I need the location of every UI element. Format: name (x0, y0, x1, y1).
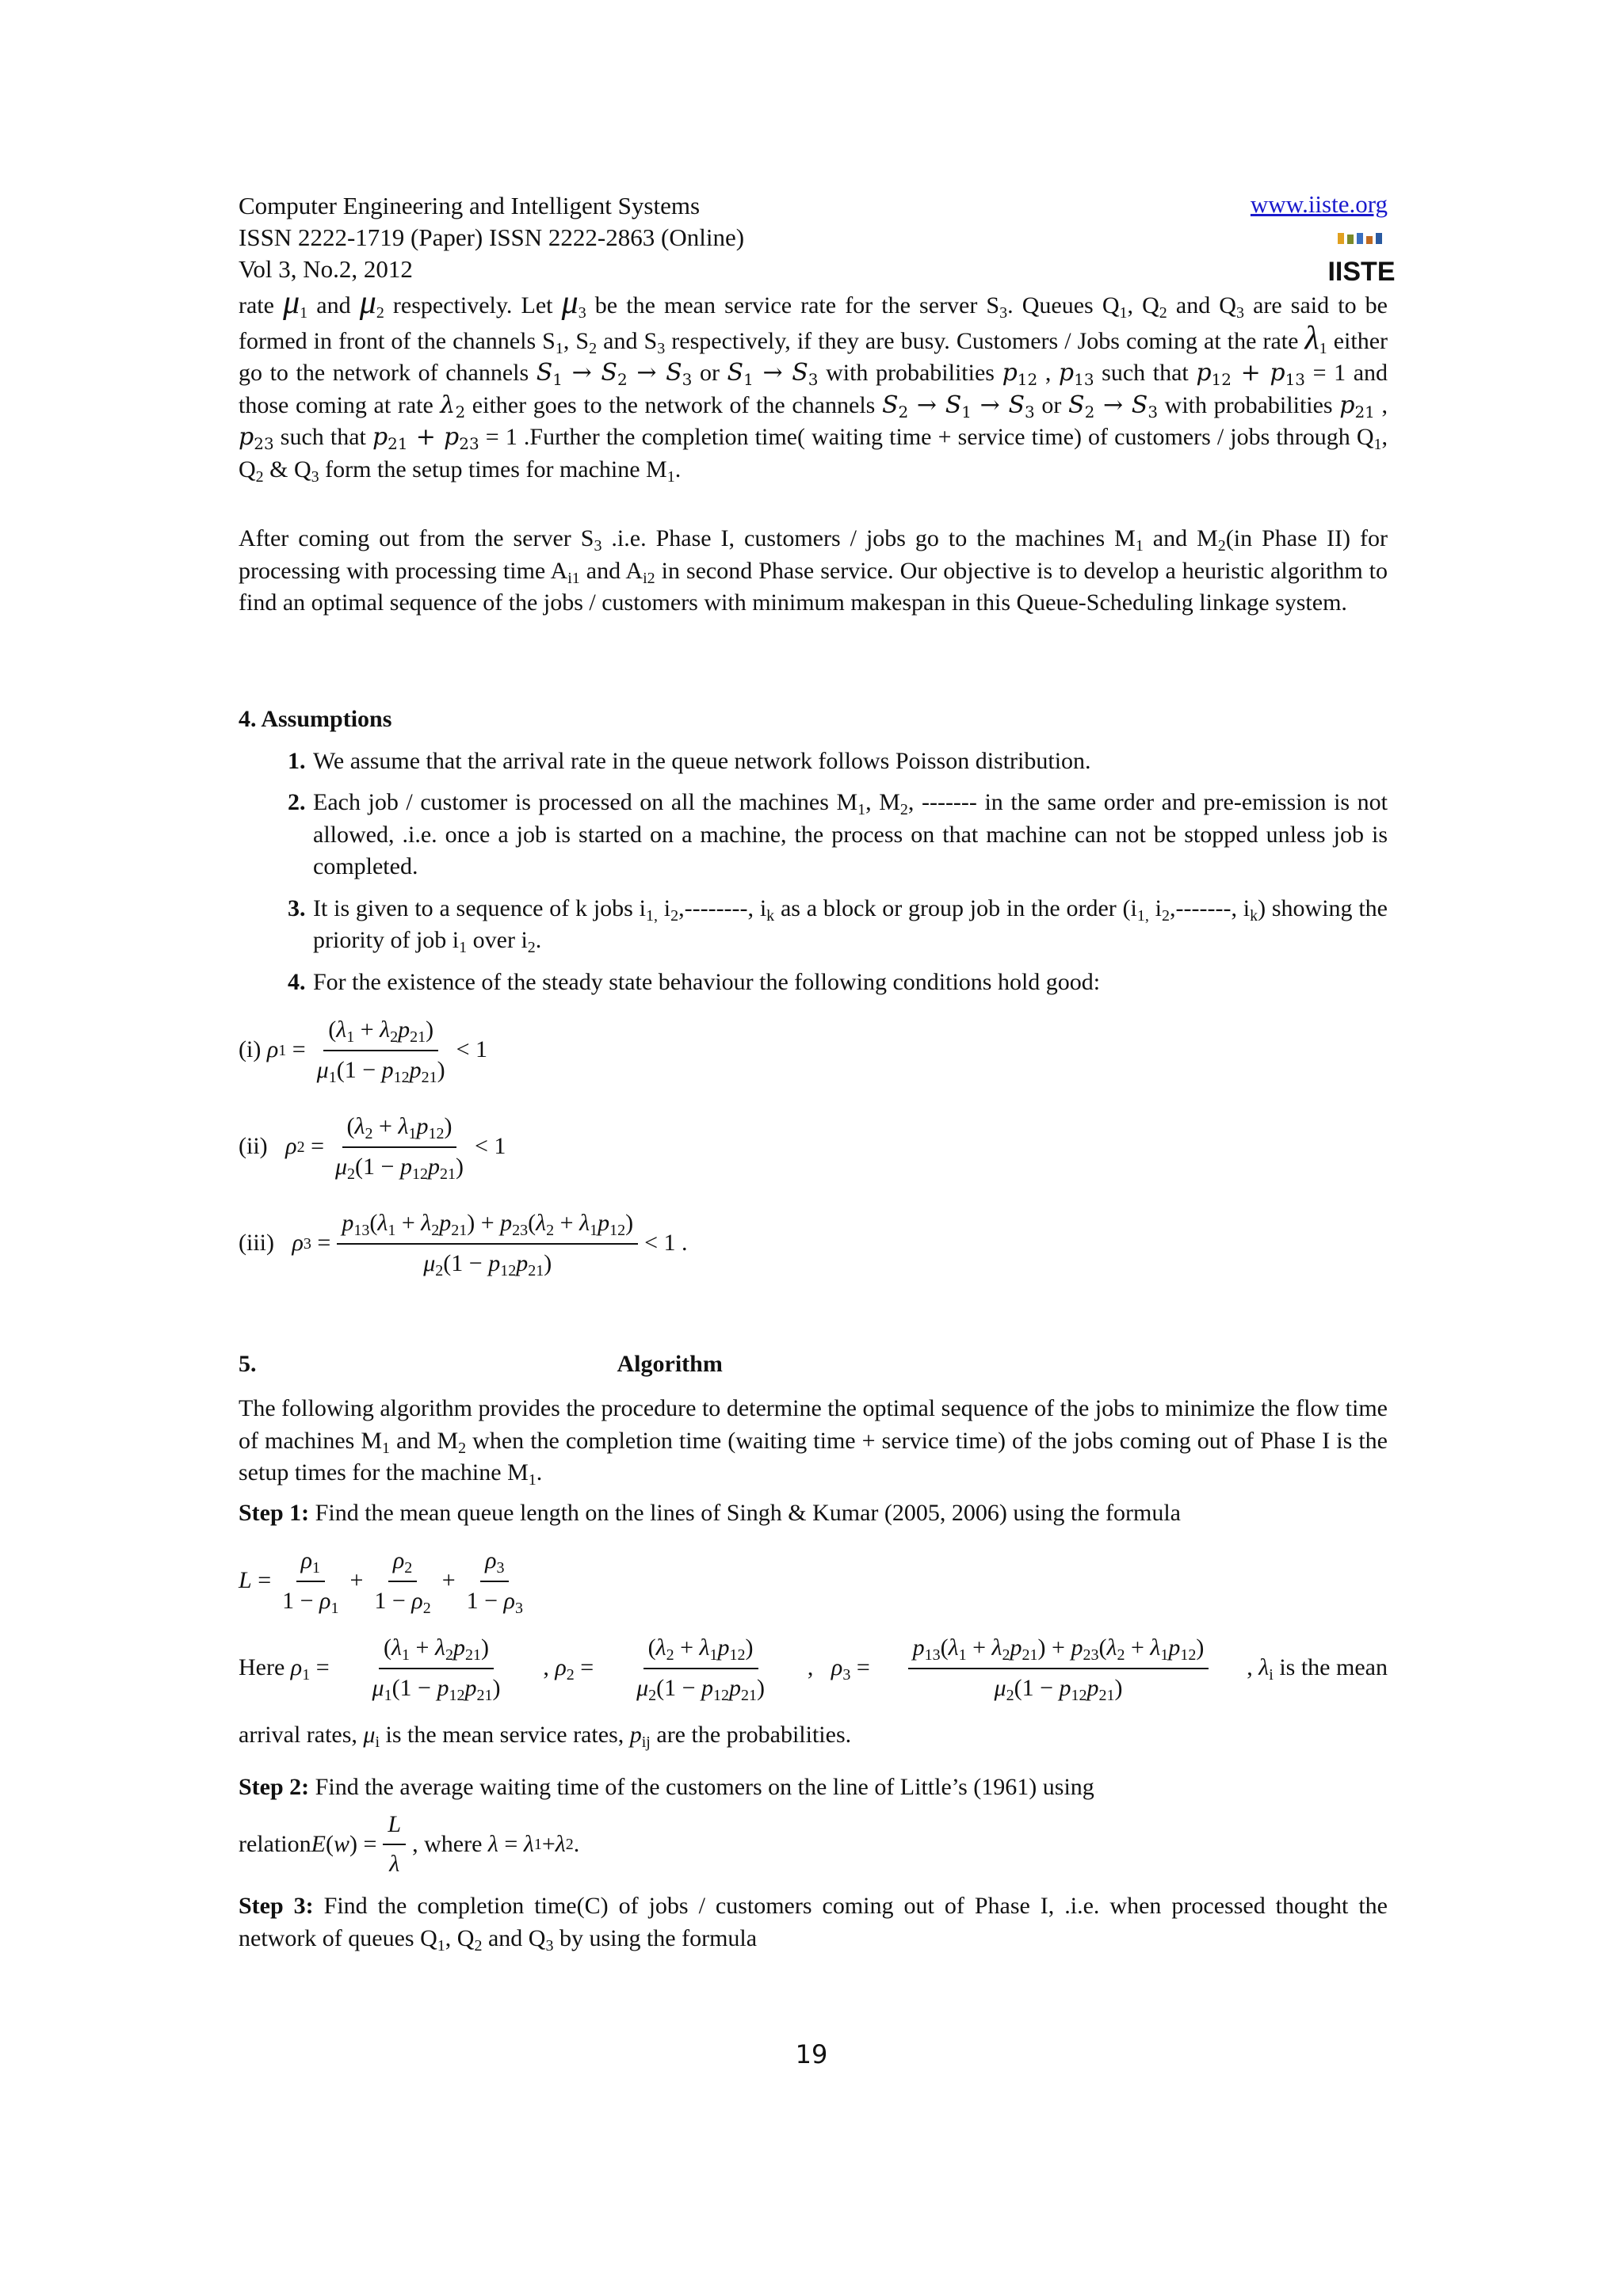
list-item: 3. It is given to a sequence of k jobs $i_{1,}$ $i_2,--------$, $i_k$ as a block or group job in the order ($i_{1,}$ $i_2,-------$, $i_k$) showing the priority of job $i_1$ over $i_2$. (288, 894, 1388, 956)
paragraph-algorithm-intro: The following algorithm provides the procedure to determine the optimal sequence of the jobs to minimize the flow time of machines $M_1$ and $M_2$ when the completion time (waiting time + service time) of the jobs coming out of Phase I is the setup times for the machine $M_1$. (239, 1395, 1388, 1489)
volume-line: Vol 3, No.2, 2012 (239, 255, 413, 283)
section-assumptions (239, 704, 1388, 1008)
step-one: Step 1: Find the mean queue length on the lines of Singh & Kumar (2005, 2006) using the formula (239, 1500, 1181, 1526)
equation-rho3: (iii) ρ 3 = $\frac{p_{13}(\lambda_1 + \lambda_2p_{21}) + p_{23}(\lambda_2 + \lambda_1p_{12})}{\mu_2(1 - p_{12}p_{21})}$ < 1 . (239, 1207, 1388, 1280)
paragraph-rates: rate $\mu_1$ and $\mu_2$ respectively. Let $\mu_3$ be the mean service rate for the server $S_3$. Queues $Q_1$, $Q_2$ and $Q_3$ are said to be formed in front of the channels $S_1$, $S_2$ and $S_3$ respectively, if they are busy. Customers / Jobs coming at the rate $\lambda_1$ either go to the network of channels $S_1 \to S_2 \to S_3$ or $S_1 \to S_3$ with probabilities $p_{12}$ , $p_{13}$ such that $p_{12} + p_{13} = 1$ and those coming at rate $\lambda_2$ either goes to the network of the channels $S_2 \to S_1 \to S_3$ or $S_2 \to S_3$ with probabilities $p_{21}$ , $p_{23}$ such that $p_{21} + p_{23} = 1$ .Further the completion time( waiting time + service time) of customers / jobs through $Q_1$, $Q_2$ & $Q_3$ form the setup times for machine $M_1$. (239, 284, 1388, 486)
equation-here-rhos: Here $\rho_1$ = $\frac{(\lambda_1 + \lambda_2p_{21})}{\mu_1(1 - p_{12}p_{21})}$ , $\rho_2$ = $\frac{(\lambda_2 + \lambda_1p_{12})}{\mu_2(1 - p_{12}p_{21})}$ , $\rho_3$ = $\frac{p_{13}(\lambda_1 + \lambda_2p_{21}) + p_{23}(\lambda_2 + \lambda_1p_{12})}{\mu_2(1 - p_{12}p_{21})}$ , $\lambda_i$ is the mean (239, 1632, 1388, 1704)
journal-name: Computer Engineering and Intelligent Systems (239, 192, 701, 219)
equation-mean-queue-length: L = $\frac{\rho_1}{1 - \rho_1}$ + $\frac{\rho_2}{1 - \rho_2}$ + $\frac{\rho_3}{1 - \rho_3}$ (239, 1545, 1388, 1617)
list-item: 2. Each job / customer is processed on all the machines $M_1$, $M_2$, ------- in the same order and pre-emission is not allowed, .i.e. once a job is started on a machine, the process on that machine can not be stopped unless job is completed. (288, 789, 1388, 879)
list-item: 1. We assume that the arrival rate in the queue network follows Poisson distribution. (288, 747, 1091, 774)
step-three: Step 3: Find the completion time(C) of jobs / customers coming out of Phase I, .i.e. when processed thought the network of queues $Q_1$, $Q_2$ and $Q_3$ by using the formula (239, 1893, 1388, 1955)
page-number: 19 (795, 2039, 828, 2069)
paragraph-definitions: arrival rates, $\mu_i$ is the mean service rates, $p_{ij}$ are the probabilities. (239, 1722, 852, 1751)
iiste-logo (1327, 231, 1396, 287)
step-two: Step 2: Find the average waiting time of the customers on the line of Little’s (1961) using relation E ( w ) = $\frac{L}{\lambda}$ , where λ = λ 1 + λ 2 . (239, 1774, 1094, 1877)
equation-rho2: (ii) ρ 2 = $\frac{(\lambda_2 + \lambda_1p_{12})}{\mu_2(1 - p_{12}p_{21})}$ < 1 (239, 1111, 1388, 1183)
list-item: 4. For the existence of the steady state behaviour the following conditions hold good: (288, 968, 1101, 995)
paragraph-phase-two: After coming out from the server $S_3$ .i.e. Phase I, customers / jobs go to the machines $M_1$ and $M_2(in$ Phase II) for processing with processing time $A_{i1}$ and $A_{i2}$ in second Phase service. Our objective is to develop a heuristic algorithm to find an optimal sequence of the jobs / customers with minimum makespan in this Queue-Scheduling linkage system. (239, 525, 1388, 616)
section-algorithm-heading: 5. Algorithm (239, 1351, 723, 1377)
journal-url-link[interactable]: www.iiste.org (1250, 190, 1388, 218)
assumption-list (288, 746, 1388, 999)
svg-text:IISTE: IISTE (1327, 257, 1396, 287)
equation-rho1: (i) ρ 1 = $\frac{(\lambda_1 + \lambda_2p_{21})}{\mu_1(1 - p_{12}p_{21})}$ < 1 (239, 1014, 1388, 1086)
section-heading: 4. Assumptions (239, 706, 392, 732)
issn-line: ISSN 2222-1719 (Paper) ISSN 2222-2863 (Online) (239, 223, 745, 251)
